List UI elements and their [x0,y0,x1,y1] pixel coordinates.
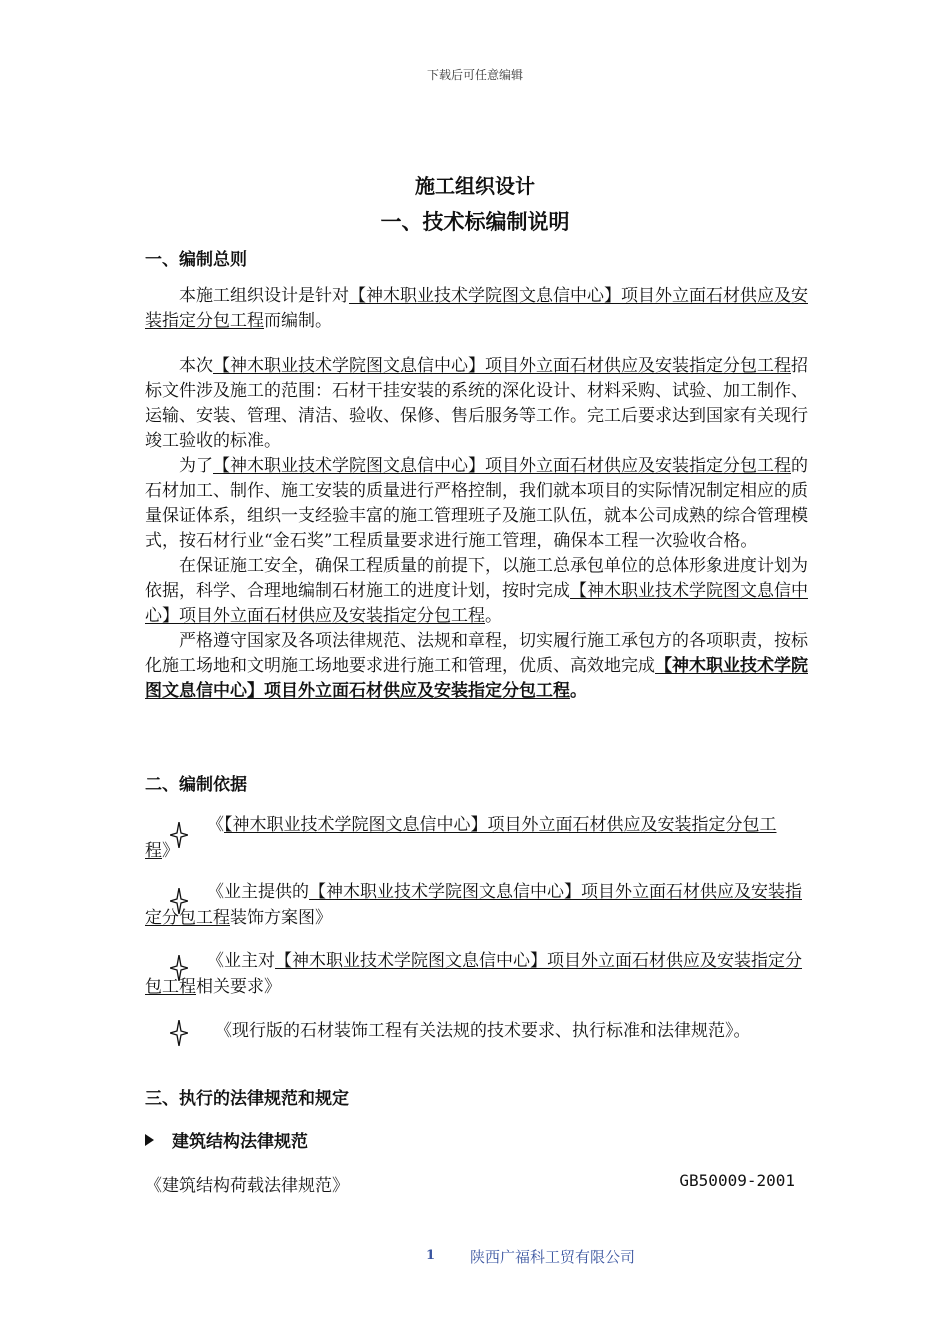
basis3-project-name: 【神木职业技术学院图文息信中心】项目外立面石材供应及安装指定分包工程 [145,951,802,997]
p2-project-name: 【神木职业技术学院图文息信中心】项目外立面石材供应及安装指定分包工程 [213,356,791,376]
p5-text-a: 严格遵守国家及各项法律规范、法规和章程，切实履行施工承包方的各项职责，按标化施工场地和文明施工场地要求进行施工和管理，优质、高效地完成 [145,631,808,676]
basis1-text-b: 》 [162,841,179,861]
paragraph-2 [145,354,810,454]
sparkle-bullet-icon [170,1020,188,1046]
paragraph-4 [145,554,810,629]
header-note: 下载后可任意编辑 [426,68,523,82]
law-row [145,1171,795,1196]
document-subtitle: 一、技术标编制说明 [380,209,570,234]
section1-body [145,284,810,704]
p2-text-a: 本次 [179,356,213,376]
p5-project-name: 【神木职业技术学院图文息信中心】项目外立面石材供应及安装指定分包工程 [145,656,808,701]
basis1-text-a: 《 [207,815,224,835]
paragraph-1 [145,284,810,334]
p2-text-b: 招标文件涉及施工的范围：石材干挂安装的系统的深化设计、材料采购、试验、加工制作、运输、安装、管理、清洁、验收、保修、售后服务等工作。完工后要求达到国家有关现行竣工验收的标准。 [145,356,808,451]
basis2-project-name: 【神木职业技术学院图文息信中心】项目外立面石材供应及安装指定分包工程 [145,882,802,928]
section2-heading: 二、编制依据 [145,775,247,795]
basis-item-2 [145,879,810,931]
basis3-text-b: 相关要求》 [196,977,281,997]
arrow-bullet-icon [145,1134,154,1146]
section1-heading: 一、编制总则 [145,250,247,270]
basis3-text-a: 《业主对 [207,951,275,971]
basis-item-4: 《现行版的石材装饰工程有关法规的技术要求、执行标准和法律规范》。 [215,1021,751,1041]
basis-item-1 [145,812,810,864]
p3-text-b: 的石材加工、制作、施工安装的质量进行严格控制，我们就本项目的实际情况制定相应的质量保证体系，组织一支经验丰富的施工管理班子及施工队伍，就本公司成熟的综合管理模式，按石材行业“金石奖”工程质量要求进行施工管理，确保本工程一次验收合格。 [145,456,808,551]
section3-heading: 三、执行的法律规范和规定 [145,1089,349,1109]
basis2-text-b: 装饰方案图》 [230,908,332,928]
basis-item-3 [145,948,810,1000]
company-name: 陕西广福科工贸有限公司 [470,1248,636,1266]
p1-project-name: 【神木职业技术学院图文息信中心】项目外立面石材供应及安装指定分包工程 [145,286,808,331]
paragraph-5 [145,629,810,704]
p4-text-a: 在保证施工安全，确保工程质量的前提下，以施工总承包单位的总体形象进度计划为依据，科学、合理地编制石材施工的进度计划，按时完成 [145,556,808,601]
basis1-project-name: 【神木职业技术学院图文息信中心】项目外立面石材供应及安装指定分包工程 [145,815,777,861]
basis2-text-a: 《业主提供的 [207,882,309,902]
p4-text-b: 。 [485,606,502,626]
page-number: 1 [426,1248,436,1263]
p1-text-a: 本施工组织设计是针对 [179,286,349,306]
p3-text-a: 为了 [179,456,213,476]
p5-text-b: 。 [570,681,587,701]
law-name: 《建筑结构荷载法律规范》 [145,1176,349,1196]
paragraph-3 [145,454,810,554]
p3-project-name: 【神木职业技术学院图文息信中心】项目外立面石材供应及安装指定分包工程 [213,456,791,476]
document-title: 施工组织设计 [415,174,535,198]
p4-project-name: 【神木职业技术学院图文息信中心】项目外立面石材供应及安装指定分包工程 [145,581,808,626]
law-code: GB50009-2001 [679,1171,795,1190]
structure-laws-label: 建筑结构法律规范 [172,1132,308,1152]
structure-laws-heading [145,1127,308,1152]
p1-text-b: 而编制。 [264,311,332,331]
